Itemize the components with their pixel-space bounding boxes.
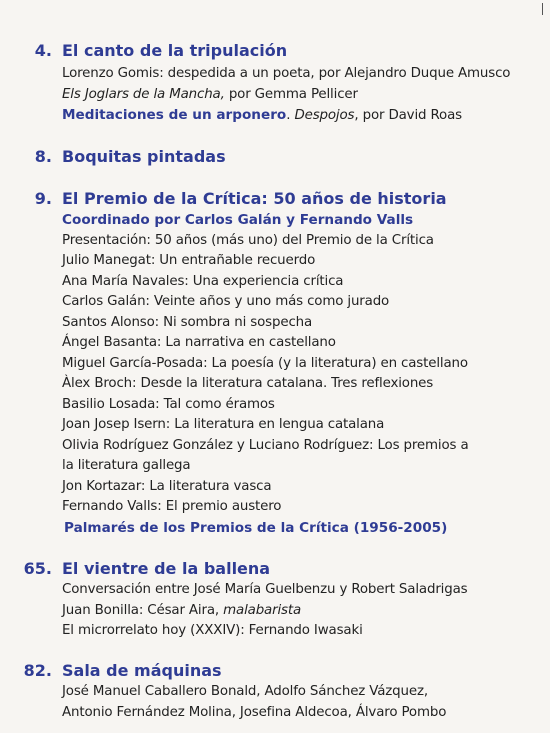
section-items: [62, 580, 542, 642]
section-items: [62, 682, 542, 723]
entry-italic: Despojos: [294, 108, 355, 123]
section-number: 8.: [34, 147, 52, 166]
toc-entry: Antonio Fernández Molina, Josefina Aldecoa, Álvaro Pombo: [62, 704, 447, 720]
section-number: 65.: [23, 559, 52, 578]
toc-entry: Basilio Losada: Tal como éramos: [62, 396, 275, 412]
edge-mark: [542, 3, 543, 15]
section-subtitle: Coordinado por Carlos Galán y Fernando Valls: [62, 212, 414, 228]
section-title: Sala de máquinas: [62, 661, 222, 680]
entry-text: por Gemma Pellicer: [224, 86, 358, 102]
toc-entry: Conversación entre José María Guelbenzu y Robert Saladrigas: [62, 582, 468, 597]
entry-text: , por David Roas: [354, 108, 462, 123]
toc-entry: Miguel García-Posada: La poesía (y la literatura) en castellano: [62, 355, 468, 371]
section-items: [62, 64, 542, 127]
toc-entry: [62, 105, 542, 127]
entry-italic: Els Joglars de la Mancha,: [62, 86, 225, 102]
toc-entry: José Manuel Caballero Bonald, Adolfo Sánchez Vázquez,: [62, 684, 428, 699]
section-title: El vientre de la ballena: [62, 559, 271, 578]
toc-entry: [62, 601, 542, 622]
entry-bold: Meditaciones de un arponero: [62, 107, 287, 123]
toc-entry: Lorenzo Gomis: despedida a un poeta, por Alejandro Duque Amusco: [62, 66, 511, 81]
toc-entry: la literatura gallega: [62, 458, 191, 473]
section-footer: Palmarés de los Premios de la Crítica (1956-2005): [64, 519, 448, 536]
toc-entry: Santos Alonso: Ni sombra ni sospecha: [62, 314, 313, 330]
toc-entry: Olivia Rodríguez González y Luciano Rodríguez: Los premios a: [62, 437, 469, 453]
toc-entry: Joan Josep Isern: La literatura en lengua catalana: [62, 417, 385, 432]
toc-entry: Jon Kortazar: La literatura vasca: [62, 478, 272, 494]
toc-entry: Àlex Broch: Desde la literatura catalana. Tres reflexiones: [62, 376, 434, 391]
toc-entry: Fernando Valls: El premio austero: [62, 499, 282, 514]
toc-entry: [62, 85, 542, 106]
toc-entry: El microrrelato hoy (XXXIV): Fernando Iwasaki: [62, 623, 363, 638]
toc-entry: Presentación: 50 años (más uno) del Premio de la Crítica: [62, 232, 434, 248]
section-title: El canto de la tripulación: [62, 41, 288, 60]
section-title: El Premio de la Crítica: 50 años de historia: [62, 189, 447, 208]
section-items: [62, 210, 542, 538]
toc-entry: Carlos Galán: Veinte años y uno más como jurado: [62, 294, 390, 309]
toc-entry: Ana María Navales: Una experiencia crítica: [62, 273, 344, 289]
section-title: Boquitas pintadas: [62, 147, 226, 166]
toc-entry: Ángel Basanta: La narrativa en castellano: [62, 335, 336, 350]
entry-text: Juan Bonilla: César Aira,: [62, 602, 224, 618]
entry-text: .: [286, 108, 295, 123]
section-number: 82.: [23, 661, 52, 680]
entry-italic: malabarista: [223, 602, 302, 618]
section-number: 9.: [34, 189, 52, 208]
toc-entry: Julio Manegat: Un entrañable recuerdo: [62, 253, 316, 268]
section-number: 4.: [34, 41, 52, 60]
